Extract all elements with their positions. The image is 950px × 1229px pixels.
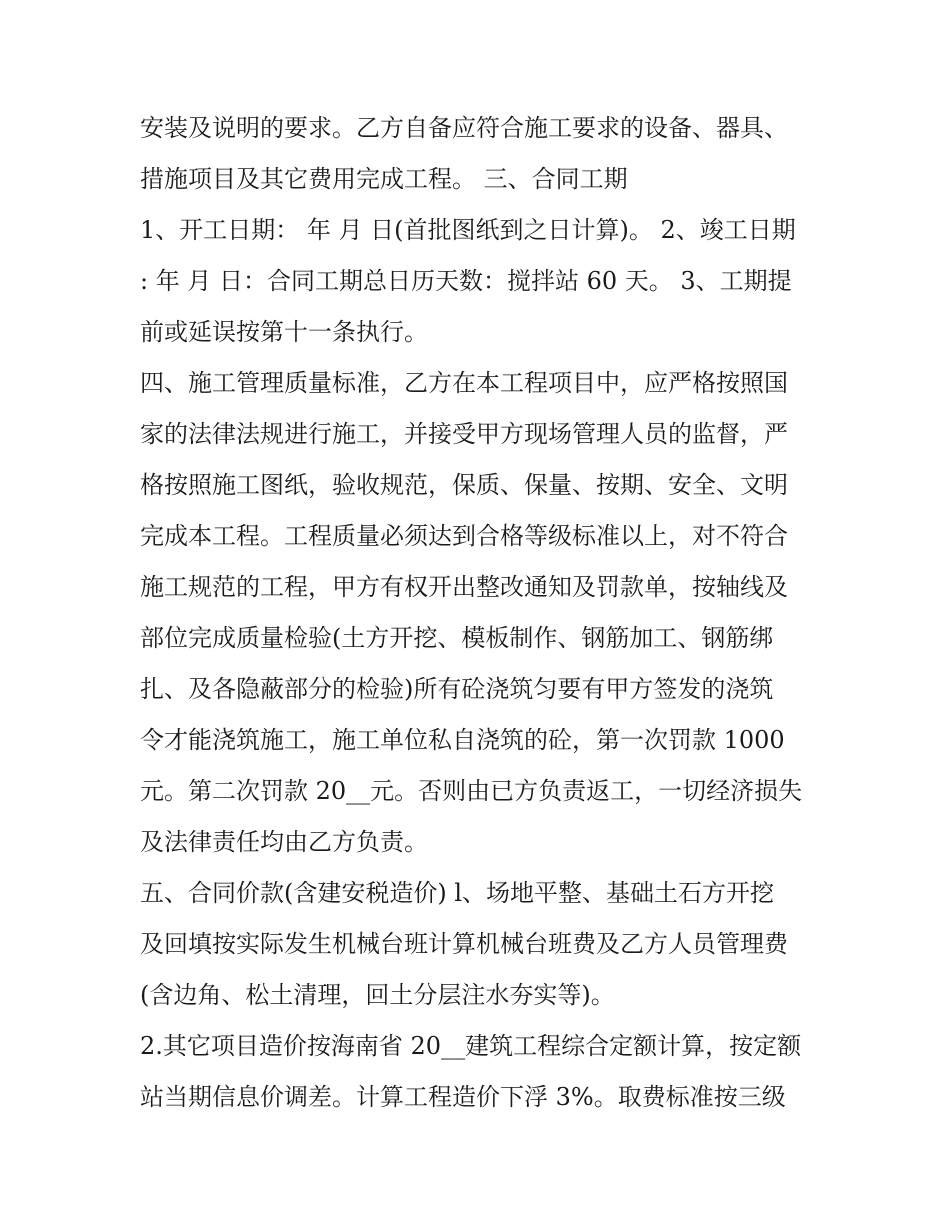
text-line: 扎、及各隐蔽部分的检验)所有砼浇筑匀要有甲方签发的浇筑 xyxy=(140,675,774,703)
text-line: 家的法律法规进行施工，并接受甲方现场管理人员的监督，严 xyxy=(140,420,788,448)
contract-text-body xyxy=(140,103,820,1123)
text-line: 四、施工管理质量标准，乙方在本工程项目中，应严格按照国 xyxy=(140,369,788,397)
text-line: 站当期信息价调差。计算工程造价下浮 3%。取费标准按三级 xyxy=(140,1083,786,1111)
text-line: 安装及说明的要求。乙方自备应符合施工要求的设备、器具、 xyxy=(140,114,788,142)
text-line: 及回填按实际发生机械台班计算机械台班费及乙方人员管理费 xyxy=(140,930,788,958)
text-line: 完成本工程。工程质量必须达到合格等级标准以上，对不符合 xyxy=(140,522,788,550)
text-line: 五、合同价款(含建安税造价) l、场地平整、基础土石方开挖 xyxy=(140,879,775,907)
text-line: : 年 月 日：合同工期总日历天数：搅拌站 60 天。 3、工期提 xyxy=(140,267,792,295)
text-line: 1、开工日期： 年 月 日(首批图纸到之日计算)。 2、竣工日期 xyxy=(140,216,796,244)
text-line: 前或延误按第十一条执行。 xyxy=(140,318,428,346)
text-line: 格按照施工图纸，验收规范，保质、保量、按期、安全、文明 xyxy=(140,471,788,499)
text-line: 施工规范的工程，甲方有权开出整改通知及罚款单，按轴线及 xyxy=(140,573,788,601)
text-line: 元。第二次罚款 20__元。否则由已方负责返工，一切经济损失 xyxy=(140,777,803,805)
text-line: 2.其它项目造价按海南省 20__建筑工程综合定额计算，按定额 xyxy=(140,1032,802,1060)
text-line: 及法律责任均由乙方负责。 xyxy=(140,828,428,856)
text-line: 部位完成质量检验(土方开挖、模板制作、钢筋加工、钢筋绑 xyxy=(140,624,774,652)
text-line: (含边角、松土清理，回土分层注水夯实等)。 xyxy=(140,981,615,1009)
text-line: 令才能浇筑施工，施工单位私自浇筑的砼，第一次罚款 1000 xyxy=(140,726,785,754)
text-line: 措施项目及其它费用完成工程。 三、合同工期 xyxy=(140,165,628,193)
